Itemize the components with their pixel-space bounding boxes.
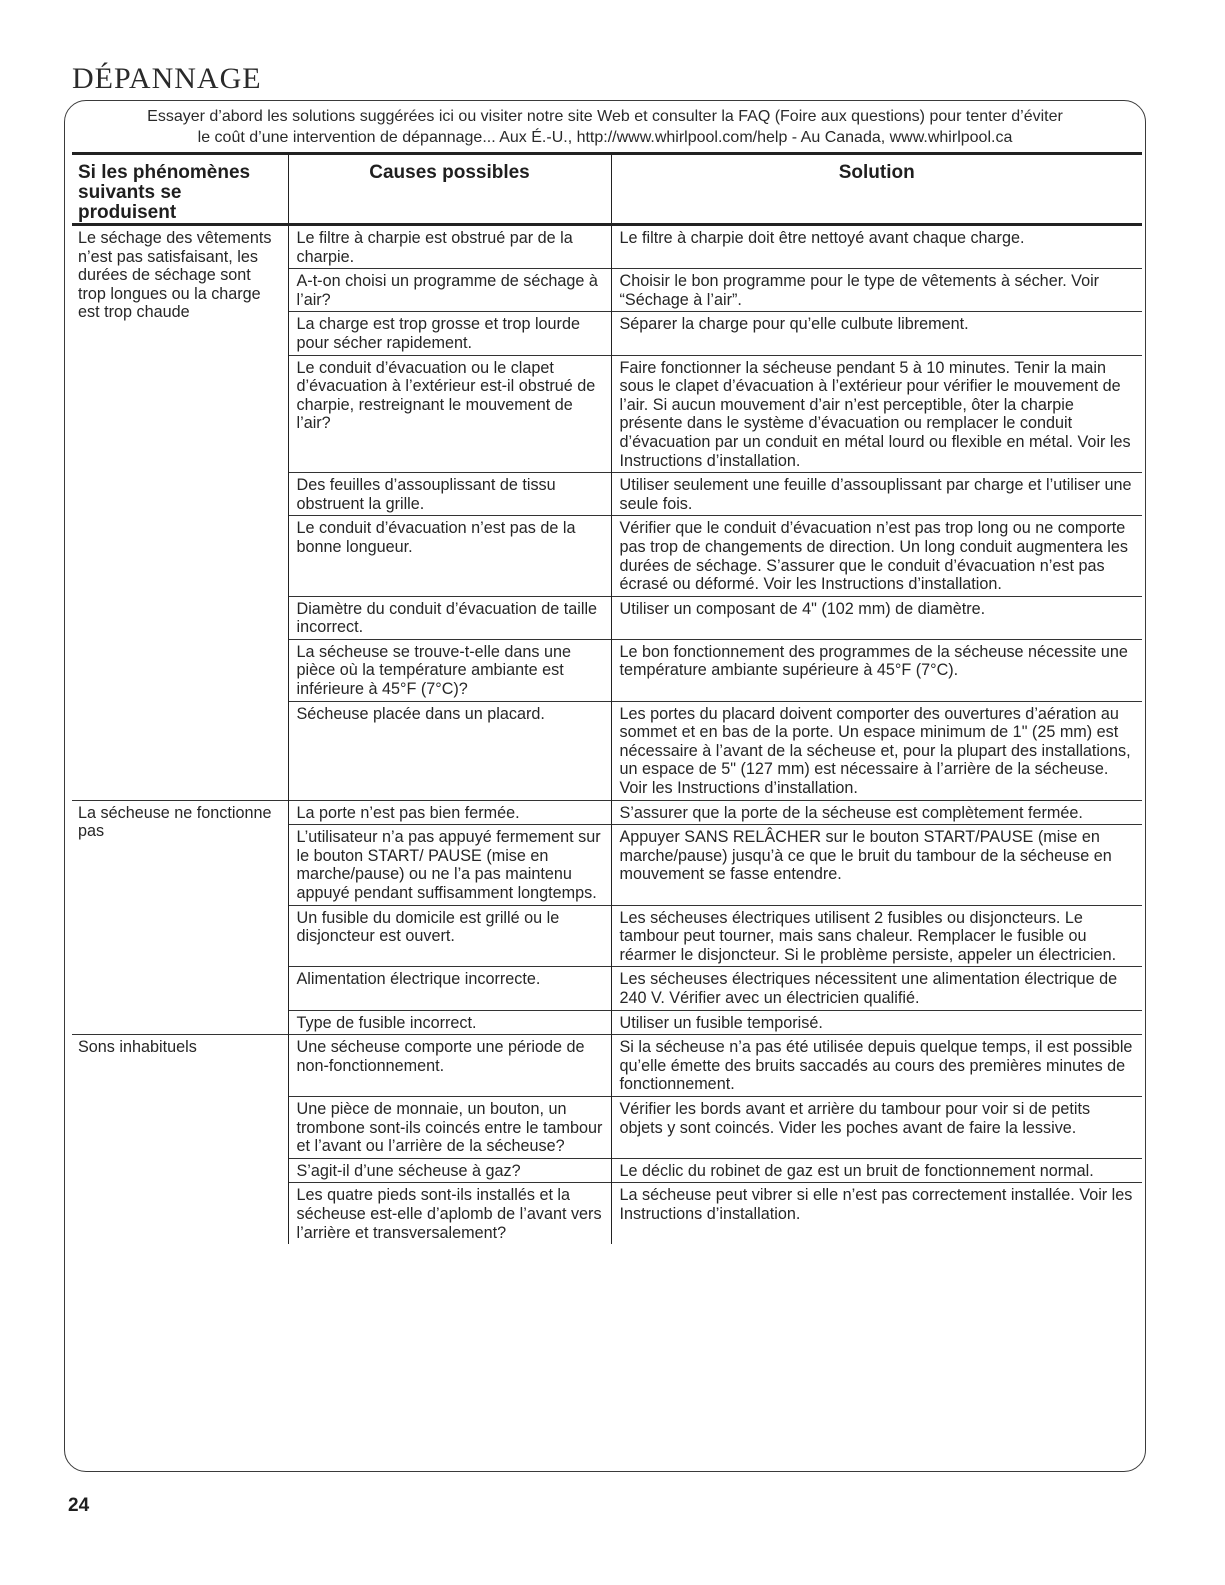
cause-cell: Une sécheuse comporte une période de non-fonctionnement. bbox=[288, 1035, 611, 1097]
cause-cell: Les quatre pieds sont-ils installés et la sécheuse est-elle d’aplomb de l’avant vers l’arrière et transversalement? bbox=[288, 1183, 611, 1244]
solution-cell: Faire fonctionner la sécheuse pendant 5 à 10 minutes. Tenir la main sous le clapet d’évacuation à l’extérieur pour vérifier le mouvement de l’air. Si aucun mouvement d’air n’est perceptible, ôter la charpie présente dans le système d’évacuation ou remplacer le conduit d’évacuation par un conduit en métal lourd ou flexible en métal. Voir les Instructions d’installation. bbox=[611, 355, 1142, 473]
cause-cell: Le conduit d’évacuation ou le clapet d’évacuation à l’extérieur est-il obstrué de charpie, restreignant le mouvement de l’air? bbox=[288, 355, 611, 473]
cause-cell: A-t-on choisi un programme de séchage à l’air? bbox=[288, 269, 611, 312]
solution-cell: La sécheuse peut vibrer si elle n’est pas correctement installée. Voir les Instructions d’installation. bbox=[611, 1183, 1142, 1244]
solution-cell: Les portes du placard doivent comporter des ouvertures d’aération au sommet et en bas de la porte. Un espace minimum de 1" (25 mm) est nécessaire à l’avant de la sécheuse et, pour la plupart des installations, un espace de 5" (127 mm) est nécessaire à l’arrière de la sécheuse. Voir les Instructions d’installation. bbox=[611, 701, 1142, 800]
solution-cell: S’assurer que la porte de la sécheuse est complètement fermée. bbox=[611, 800, 1142, 825]
table-body bbox=[72, 225, 1142, 1245]
header-cause: Causes possibles bbox=[288, 154, 611, 225]
page-title: DÉPANNAGE bbox=[72, 62, 262, 95]
intro-text bbox=[64, 106, 1146, 148]
cause-cell: Un fusible du domicile est grillé ou le disjoncteur est ouvert. bbox=[288, 905, 611, 967]
solution-cell: Les sécheuses électriques nécessitent une alimentation électrique de 240 V. Vérifier avec un électricien qualifié. bbox=[611, 967, 1142, 1010]
solution-cell: Choisir le bon programme pour le type de vêtements à sécher. Voir “Séchage à l’air”. bbox=[611, 269, 1142, 312]
symptom-cell: Le séchage des vêtements n’est pas satisfaisant, les durées de séchage sont trop longues ou la charge est trop chaude bbox=[72, 225, 288, 801]
table-row bbox=[72, 1035, 1142, 1097]
solution-cell: Si la sécheuse n’a pas été utilisée depuis quelque temps, il est possible qu’elle émette des bruits saccadés au cours des premières minutes de fonctionnement. bbox=[611, 1035, 1142, 1097]
solution-cell: Utiliser un composant de 4" (102 mm) de diamètre. bbox=[611, 596, 1142, 639]
symptom-cell: La sécheuse ne fonctionne pas bbox=[72, 800, 288, 1035]
header-solution: Solution bbox=[611, 154, 1142, 225]
cause-cell: La porte n’est pas bien fermée. bbox=[288, 800, 611, 825]
cause-cell: Sécheuse placée dans un placard. bbox=[288, 701, 611, 800]
cause-cell: Le conduit d’évacuation n’est pas de la bonne longueur. bbox=[288, 516, 611, 596]
solution-cell: Vérifier les bords avant et arrière du tambour pour voir si de petits objets y sont coincés. Vider les poches avant de faire la lessive. bbox=[611, 1096, 1142, 1158]
table-row bbox=[72, 225, 1142, 269]
cause-cell: L’utilisateur n’a pas appuyé fermement sur le bouton START/ PAUSE (mise en marche/pause) ou ne l’a pas maintenu appuyé pendant suffisamment longtemps. bbox=[288, 825, 611, 905]
table-header-row bbox=[72, 154, 1142, 225]
cause-cell: La charge est trop grosse et trop lourde pour sécher rapidement. bbox=[288, 312, 611, 355]
cause-cell: La sécheuse se trouve-t-elle dans une pièce où la température ambiante est inférieure à 45°F (7°C)? bbox=[288, 639, 611, 701]
cause-cell: S’agit-il d’une sécheuse à gaz? bbox=[288, 1158, 611, 1183]
solution-cell: Le filtre à charpie doit être nettoyé avant chaque charge. bbox=[619, 229, 1025, 247]
troubleshooting-table bbox=[72, 152, 1142, 1244]
page-number: 24 bbox=[68, 1495, 90, 1516]
solution-cell: Les sécheuses électriques utilisent 2 fusibles ou disjoncteurs. Le tambour peut tourner, mais sans chaleur. Remplacer le fusible ou réarmer le disjoncteur. Si le problème persiste, appeler un électricien. bbox=[611, 905, 1142, 967]
cause-cell: Alimentation électrique incorrecte. bbox=[288, 967, 611, 1010]
intro-line-2: le coût d’une intervention de dépannage... Aux É.-U., http://www.whirlpool.com/help - Au Canada, www.whirlpool.ca bbox=[197, 129, 1013, 146]
cause-cell: Des feuilles d’assouplissant de tissu obstruent la grille. bbox=[288, 473, 611, 516]
intro-line-1: Essayer d’abord les solutions suggérées ici ou visiter notre site Web et consulter la FAQ (Foire aux questions) pour tenter d’éviter bbox=[147, 108, 1063, 125]
solution-cell: Le déclic du robinet de gaz est un bruit de fonctionnement normal. bbox=[611, 1158, 1142, 1183]
cause-cell: Diamètre du conduit d’évacuation de taille incorrect. bbox=[288, 596, 611, 639]
solution-cell: Utiliser un fusible temporisé. bbox=[611, 1010, 1142, 1035]
solution-cell: Utiliser seulement une feuille d’assouplissant par charge et l’utiliser une seule fois. bbox=[611, 473, 1142, 516]
cause-cell: Type de fusible incorrect. bbox=[288, 1010, 611, 1035]
cause-cell: Le filtre à charpie est obstrué par de la charpie. bbox=[288, 225, 611, 269]
solution-cell: Vérifier que le conduit d’évacuation n’est pas trop long ou ne comporte pas trop de changements de direction. Un long conduit augmentera les durées de séchage. S’assurer que le conduit d’évacuation n’est pas écrasé ou déformé. Voir les Instructions d’installation. bbox=[611, 516, 1142, 596]
solution-cell: Le bon fonctionnement des programmes de la sécheuse nécessite une température ambiante supérieure à 45°F (7°C). bbox=[611, 639, 1142, 701]
solution-cell: Séparer la charge pour qu’elle culbute librement. bbox=[611, 312, 1142, 355]
cause-cell: Une pièce de monnaie, un bouton, un trombone sont-ils coincés entre le tambour et l’avant ou l’arrière de la sécheuse? bbox=[288, 1096, 611, 1158]
symptom-cell: Sons inhabituels bbox=[72, 1035, 288, 1244]
header-symptom: Si les phénomènes suivants se produisent bbox=[72, 154, 288, 225]
table-row bbox=[72, 800, 1142, 825]
solution-cell: Appuyer SANS RELÂCHER sur le bouton START/PAUSE (mise en marche/pause) jusqu’à ce que le bruit du tambour de la sécheuse en mouvement se fasse entendre. bbox=[611, 825, 1142, 905]
